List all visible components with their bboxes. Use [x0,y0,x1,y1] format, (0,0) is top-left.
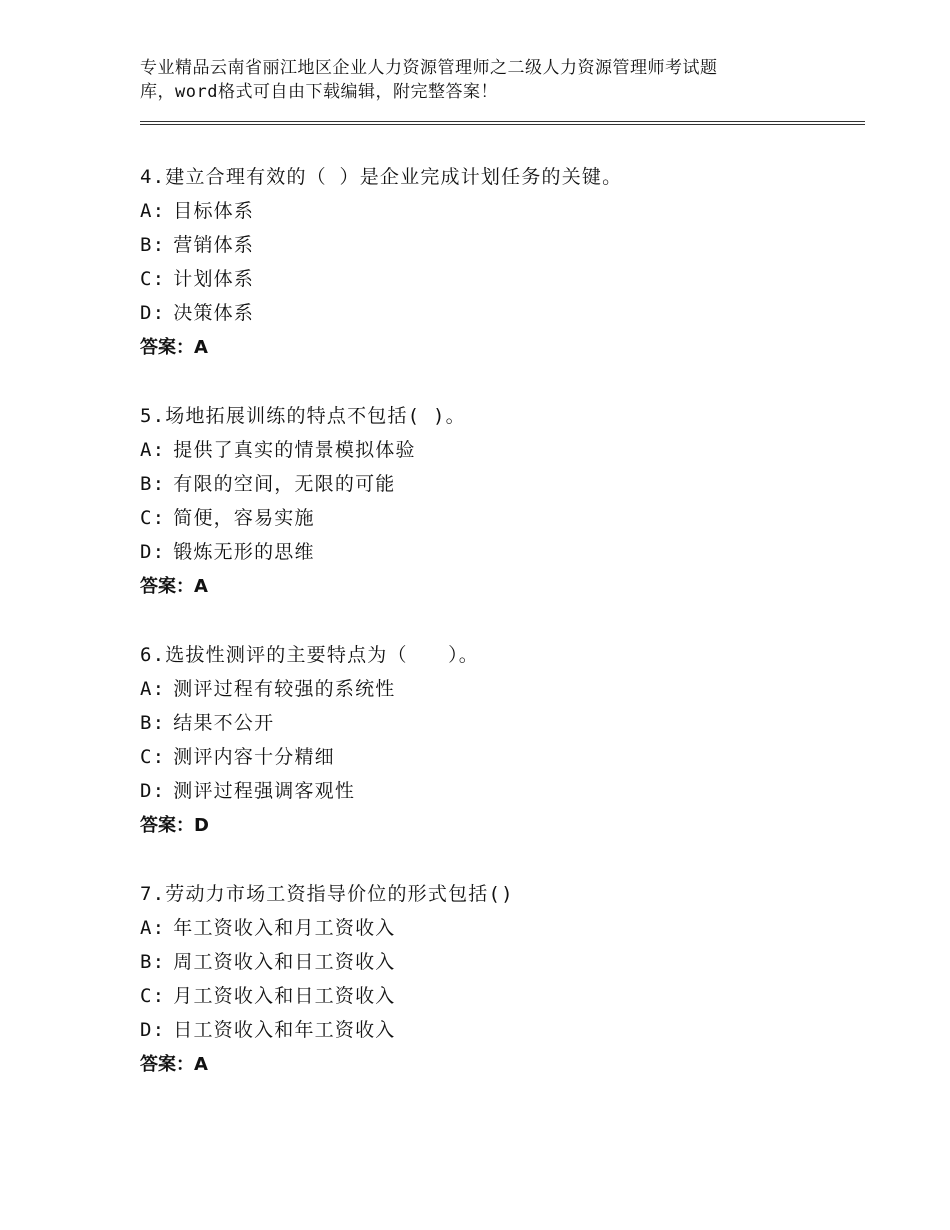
option-letter: D: [140,1019,166,1041]
header-divider-top [140,121,865,122]
option-d [140,535,860,569]
option-letter: A: [140,439,166,461]
option-d [140,774,860,808]
option-a [140,672,860,706]
question-list [140,160,860,1116]
option-text: 营销体系 [173,234,255,256]
option-text: 计划体系 [173,268,255,290]
option-letter: C: [140,507,166,529]
question-stem: 7.劳动力市场工资指导价位的形式包括() [140,883,514,905]
option-text: 目标体系 [173,200,255,222]
option-text: 月工资收入和日工资收入 [173,985,396,1007]
question-block [140,638,860,842]
option-c [140,979,860,1013]
question-stem: 4.建立合理有效的（ ）是企业完成计划任务的关键。 [140,166,623,188]
header-title-line-1: 专业精品云南省丽江地区企业人力资源管理师之二级人力资源管理师考试题 [140,58,718,78]
option-letter: C: [140,268,166,290]
option-b [140,467,860,501]
document-header [140,56,830,104]
option-text: 测评过程有较强的系统性 [173,678,396,700]
option-text: 周工资收入和日工资收入 [173,951,396,973]
question-stem: 5.场地拓展训练的特点不包括( )。 [140,405,466,427]
option-b [140,228,860,262]
option-text: 结果不公开 [173,712,275,734]
option-letter: A: [140,200,166,222]
option-letter: C: [140,746,166,768]
option-text: 测评过程强调客观性 [173,780,356,802]
answer-label: 答案：A [140,576,208,597]
option-text: 测评内容十分精细 [173,746,335,768]
option-d [140,296,860,330]
option-letter: D: [140,780,166,802]
option-letter: C: [140,985,166,1007]
question-block [140,399,860,603]
answer-label: 答案：A [140,337,208,358]
option-a [140,194,860,228]
header-divider-bottom [140,124,865,125]
option-letter: B: [140,712,166,734]
option-text: 锻炼无形的思维 [173,541,315,563]
option-text: 有限的空间，无限的可能 [173,473,396,495]
option-a [140,433,860,467]
question-block [140,877,860,1081]
option-letter: A: [140,678,166,700]
option-text: 提供了真实的情景模拟体验 [173,439,416,461]
option-text: 年工资收入和月工资收入 [173,917,396,939]
option-text: 决策体系 [173,302,255,324]
header-title-line-2: 库，word格式可自由下载编辑，附完整答案！ [140,82,498,102]
question-stem: 6.选拔性测评的主要特点为（ ）。 [140,644,479,666]
answer-label: 答案：D [140,815,209,836]
option-letter: B: [140,234,166,256]
option-b [140,945,860,979]
option-letter: D: [140,541,166,563]
option-letter: B: [140,951,166,973]
option-text: 日工资收入和年工资收入 [173,1019,396,1041]
option-b [140,706,860,740]
option-a [140,911,860,945]
option-c [140,740,860,774]
option-c [140,262,860,296]
answer-label: 答案：A [140,1054,208,1075]
option-letter: A: [140,917,166,939]
question-block [140,160,860,364]
option-letter: D: [140,302,166,324]
option-text: 简便，容易实施 [173,507,315,529]
option-d [140,1013,860,1047]
option-c [140,501,860,535]
option-letter: B: [140,473,166,495]
